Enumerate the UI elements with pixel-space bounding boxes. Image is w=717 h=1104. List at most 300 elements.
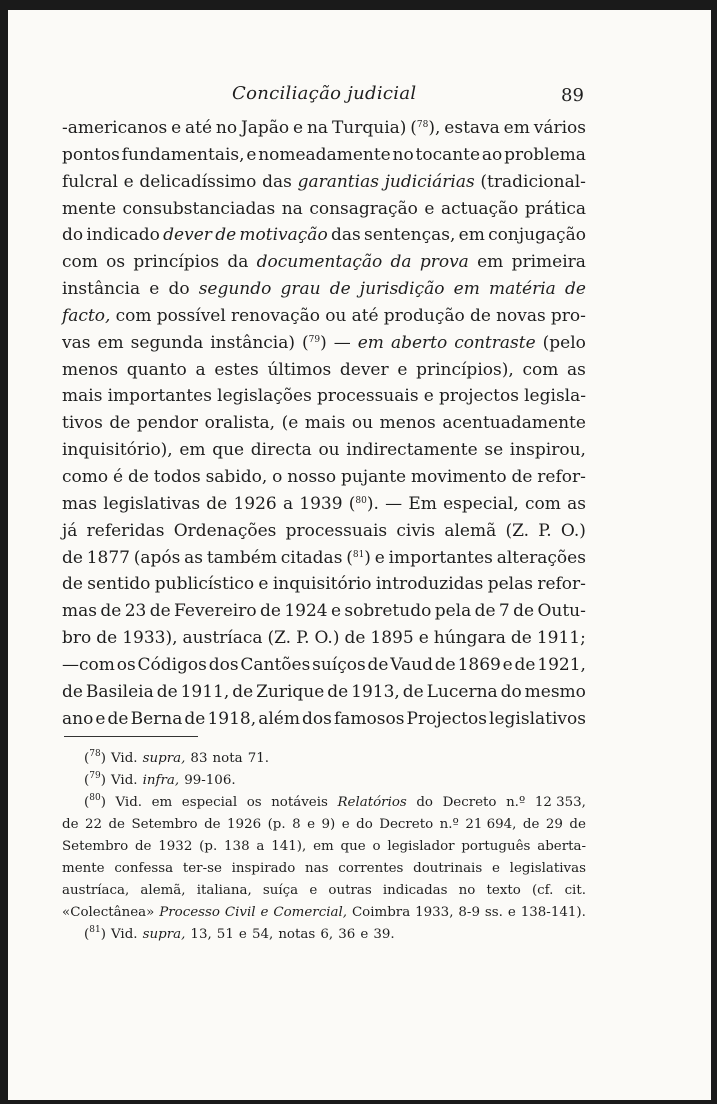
word: prova xyxy=(419,252,469,273)
word: 36 xyxy=(338,927,356,942)
word: Vaud xyxy=(390,654,433,675)
word: 1895 xyxy=(370,628,414,649)
word: legislativas xyxy=(509,861,586,876)
word: segunda xyxy=(130,332,204,353)
page-number: 89 xyxy=(561,85,584,106)
word: (cf. xyxy=(531,883,554,898)
word: 7 xyxy=(498,601,510,622)
text-line xyxy=(62,222,586,249)
word: correntes xyxy=(338,861,404,876)
word: 9) xyxy=(321,817,336,832)
word: 1926 xyxy=(233,493,277,514)
word: acentuadamente xyxy=(442,413,586,434)
word: 8-9 xyxy=(458,905,480,920)
text-line xyxy=(62,652,586,679)
word: Zurique xyxy=(256,681,325,702)
word: dever xyxy=(163,225,212,246)
word: 1932 xyxy=(158,839,193,854)
word: de xyxy=(513,601,535,622)
word: como xyxy=(62,466,109,487)
word: 1869 xyxy=(457,654,501,675)
word: texto xyxy=(486,883,521,898)
word: 1924 xyxy=(284,601,328,622)
word: processuais xyxy=(285,520,388,541)
body-text xyxy=(62,115,586,732)
word: ano xyxy=(62,708,94,729)
word: Vid. xyxy=(111,927,138,942)
word: indicado xyxy=(86,225,160,246)
word: doutrinais xyxy=(413,861,483,876)
word: especial xyxy=(181,795,238,810)
word: (Z. xyxy=(267,628,292,649)
footnote-reference: ($^{79}$) xyxy=(84,771,106,788)
word: do xyxy=(62,225,84,246)
word: n.º xyxy=(506,795,526,810)
word: de xyxy=(402,681,424,702)
word: o xyxy=(272,466,283,487)
word: 1933, xyxy=(415,905,454,920)
word: de xyxy=(569,817,586,832)
word: e xyxy=(246,144,257,165)
word: sobretudo xyxy=(344,601,432,622)
word: é xyxy=(113,466,124,487)
word: de xyxy=(184,708,206,729)
word: e xyxy=(149,279,160,300)
footnote-reference: ($^{78}$), xyxy=(410,118,441,138)
word: (e xyxy=(281,413,299,434)
word: de xyxy=(206,493,228,514)
word: em xyxy=(151,795,173,810)
word: últimos xyxy=(267,359,332,380)
word: conjugação xyxy=(488,225,586,246)
word: — xyxy=(333,332,351,353)
word: 6, xyxy=(320,927,334,942)
word: e xyxy=(491,861,500,876)
word: todos xyxy=(153,466,201,487)
running-header xyxy=(8,83,711,113)
word: 39. xyxy=(373,927,395,942)
word: mais xyxy=(62,386,103,407)
word: possível xyxy=(156,305,226,326)
text-line xyxy=(62,491,586,518)
word: Processo xyxy=(159,905,220,920)
word: refor- xyxy=(537,466,586,487)
word: de xyxy=(215,225,237,246)
word: (pelo xyxy=(542,332,586,353)
word: n.º xyxy=(439,817,459,832)
word: de xyxy=(62,817,79,832)
word: 23 xyxy=(124,601,147,622)
word: -americanos xyxy=(62,118,168,138)
word: 1939 xyxy=(299,493,343,514)
text-line xyxy=(62,464,586,491)
word: fundamentais, xyxy=(121,144,245,165)
word: (p. xyxy=(267,817,286,832)
word: do xyxy=(500,681,522,702)
word: de xyxy=(62,681,83,702)
word: Ordenações xyxy=(173,520,277,541)
word: estava xyxy=(444,118,500,138)
word: pela xyxy=(434,601,472,622)
word: 8 xyxy=(292,817,301,832)
word: 29 xyxy=(545,817,563,832)
word: inquisitório xyxy=(272,574,372,595)
word: ao xyxy=(481,144,503,165)
text-line xyxy=(62,679,586,706)
word: Projectos xyxy=(406,708,487,729)
word: além xyxy=(258,708,300,729)
word: em xyxy=(453,279,480,300)
word: e xyxy=(260,905,269,920)
word: produção xyxy=(383,305,465,326)
word: em xyxy=(503,118,530,138)
word: —com xyxy=(62,654,115,675)
word: legislações xyxy=(217,386,312,407)
word: até xyxy=(185,118,213,138)
word: mesmo xyxy=(524,681,586,702)
word: especial, xyxy=(443,493,519,514)
word: refor- xyxy=(537,574,586,595)
word: de xyxy=(259,601,281,622)
word: no xyxy=(458,883,476,898)
word: novas xyxy=(496,305,546,326)
word: Vid. xyxy=(111,773,138,788)
word: Outu- xyxy=(537,601,586,622)
word: no xyxy=(215,118,238,138)
word: Setembro xyxy=(62,839,129,854)
text-line xyxy=(62,571,586,598)
word: Japão xyxy=(240,118,290,138)
word: de xyxy=(62,547,83,568)
word: e xyxy=(293,118,304,138)
word: austríaca, xyxy=(62,883,130,898)
word: 13, xyxy=(190,927,212,942)
footnote-line xyxy=(62,748,586,770)
word: bro xyxy=(62,628,92,649)
word: 51 xyxy=(216,927,234,942)
word: e xyxy=(238,927,247,942)
word: dos xyxy=(302,708,332,729)
word: em xyxy=(458,225,485,246)
word: do xyxy=(168,279,190,300)
word: de xyxy=(149,601,171,622)
word: com xyxy=(115,305,152,326)
word: movimento xyxy=(410,466,507,487)
word: Turquia) xyxy=(331,118,407,138)
word: legislativos xyxy=(489,708,586,729)
word: 1911, xyxy=(180,681,230,702)
word: suíços xyxy=(312,654,366,675)
word: «Colectânea» xyxy=(62,905,155,920)
word: ss. xyxy=(484,905,503,920)
word: de xyxy=(511,466,533,487)
word: e xyxy=(360,927,369,942)
text-line xyxy=(62,706,586,733)
word: O.) xyxy=(560,520,586,541)
text-line xyxy=(62,169,586,196)
word: de xyxy=(474,601,496,622)
word: tocante xyxy=(415,144,481,165)
word: 71. xyxy=(247,751,269,766)
word: sabido, xyxy=(205,466,268,487)
word: pujante xyxy=(341,466,407,487)
word: 1933), xyxy=(122,628,178,649)
word: 1877 xyxy=(86,547,130,568)
word: Vid. xyxy=(111,751,138,766)
word: (p. xyxy=(199,839,218,854)
word: ou xyxy=(318,440,340,461)
text-line xyxy=(62,249,586,276)
word: aberta- xyxy=(537,839,586,854)
word: de xyxy=(232,681,254,702)
text-line xyxy=(62,625,586,652)
word: pontos xyxy=(62,144,120,165)
word: português xyxy=(461,839,531,854)
word: citadas xyxy=(280,547,343,568)
word: as xyxy=(184,547,204,568)
word: mais xyxy=(304,413,346,434)
word: inspirado xyxy=(231,861,296,876)
word: já xyxy=(62,520,78,541)
word: Relatórios xyxy=(337,795,407,810)
word: supra, xyxy=(142,751,186,766)
word: legisla- xyxy=(524,386,586,407)
word: princípios), xyxy=(416,359,514,380)
word: problema xyxy=(504,144,586,165)
word: mente xyxy=(62,198,117,219)
word: alemã, xyxy=(140,883,186,898)
word: 138 xyxy=(224,839,250,854)
text-line xyxy=(62,330,586,357)
word: e xyxy=(423,386,434,407)
word: projectos xyxy=(439,386,519,407)
word: 21 694, xyxy=(465,817,517,832)
word: nota xyxy=(212,751,243,766)
footnote-line xyxy=(62,902,586,924)
word: prática xyxy=(524,198,586,219)
word: Basileia xyxy=(85,681,154,702)
word: e xyxy=(507,905,516,920)
word: e xyxy=(341,817,350,832)
word: até xyxy=(351,305,379,326)
word: consubstanciadas xyxy=(122,198,276,219)
word: directa xyxy=(250,440,312,461)
word: de xyxy=(156,681,178,702)
word: motivação xyxy=(239,225,328,246)
word: e xyxy=(330,601,342,622)
word: infra, xyxy=(142,773,180,788)
word: e xyxy=(171,118,182,138)
footnote-reference: ($^{81}$) xyxy=(346,547,371,568)
text-line xyxy=(62,276,586,303)
word: da xyxy=(227,252,249,273)
word: de xyxy=(327,681,349,702)
word: de xyxy=(514,654,536,675)
word: com xyxy=(522,359,559,380)
word: jurisdição xyxy=(359,279,445,300)
word: do xyxy=(416,795,433,810)
word: estes xyxy=(214,359,259,380)
word: matéria xyxy=(488,279,556,300)
word: com xyxy=(525,493,561,514)
word: outras xyxy=(328,883,372,898)
word: importantes xyxy=(388,547,493,568)
text-line xyxy=(62,518,586,545)
word: oralista, xyxy=(204,413,276,434)
word: supra, xyxy=(142,927,186,942)
word: o xyxy=(372,839,381,854)
word: indicadas xyxy=(382,883,448,898)
word: legislador xyxy=(387,839,455,854)
text-line xyxy=(62,303,586,330)
word: mas xyxy=(62,601,97,622)
text-line xyxy=(62,196,586,223)
word: referidas xyxy=(86,520,165,541)
word: húngara xyxy=(433,628,506,649)
word: em xyxy=(477,252,504,273)
word: actuação xyxy=(440,198,519,219)
word: austríaca xyxy=(182,628,263,649)
word: 12 353, xyxy=(534,795,586,810)
word: delicadíssimo xyxy=(139,171,257,192)
word: Coimbra xyxy=(351,905,411,920)
word: os xyxy=(116,654,136,675)
word: e xyxy=(307,817,316,832)
word: italiana, xyxy=(196,883,252,898)
running-title: Conciliação judicial xyxy=(232,83,417,104)
word: a xyxy=(195,359,206,380)
word: Cantões xyxy=(240,654,311,675)
word: legislativas xyxy=(103,493,201,514)
word: que xyxy=(340,839,366,854)
word: com xyxy=(62,252,98,273)
word: Berna xyxy=(130,708,183,729)
word: Decreto xyxy=(442,795,497,810)
word: em xyxy=(179,440,206,461)
footnote-reference: ($^{80}$) xyxy=(84,793,106,810)
word: instância) xyxy=(210,332,296,353)
footnote-line xyxy=(62,880,586,902)
word: notas xyxy=(278,927,316,942)
word: importantes xyxy=(107,386,212,407)
word: no xyxy=(392,144,414,165)
word: ter-se xyxy=(182,861,222,876)
word: 22 xyxy=(84,817,103,832)
word: as xyxy=(567,493,586,514)
word: garantias xyxy=(297,171,379,192)
word: contraste xyxy=(454,332,536,353)
word: confessa xyxy=(114,861,174,876)
word: do xyxy=(356,817,373,832)
word: processuais xyxy=(317,386,419,407)
word: 1911; xyxy=(536,628,586,649)
word: inquisitório), xyxy=(62,440,173,461)
word: dos xyxy=(208,654,239,675)
word: grau xyxy=(280,279,321,300)
word: 1921, xyxy=(537,654,586,675)
word: as xyxy=(567,359,586,380)
word: 1926 xyxy=(227,817,262,832)
word: publicístico xyxy=(154,574,255,595)
footnote-separator xyxy=(64,736,198,737)
word: Civil xyxy=(224,905,256,920)
text-line xyxy=(62,437,586,464)
word: de xyxy=(108,817,125,832)
word: alemã xyxy=(444,520,497,541)
footnote-reference: ($^{81}$) xyxy=(84,925,106,942)
word: os xyxy=(246,795,262,810)
word: 83 xyxy=(190,751,208,766)
text-line xyxy=(62,383,586,410)
word: e xyxy=(374,547,385,568)
text-line xyxy=(62,142,586,169)
word: de xyxy=(127,466,149,487)
word: e xyxy=(309,883,318,898)
word: de xyxy=(134,839,152,854)
word: de xyxy=(522,817,540,832)
word: renovação xyxy=(230,305,320,326)
word: pro- xyxy=(550,305,586,326)
word: em xyxy=(357,332,384,353)
word: P. xyxy=(538,520,552,541)
word: das xyxy=(262,171,292,192)
word: de xyxy=(107,708,129,729)
word: civis xyxy=(396,520,436,541)
word: indirectamente xyxy=(346,440,478,461)
word: de xyxy=(344,628,366,649)
word: Vid. xyxy=(115,795,143,810)
word: princípios xyxy=(133,252,220,273)
word: Decreto xyxy=(379,817,434,832)
word: da xyxy=(390,252,412,273)
word: e xyxy=(502,654,513,675)
word: notáveis xyxy=(271,795,328,810)
word: 141), xyxy=(271,839,307,854)
word: — xyxy=(385,493,403,514)
footnote-reference: ($^{78}$) xyxy=(84,749,106,766)
word: facto, xyxy=(62,305,111,326)
word: tivos xyxy=(62,413,103,434)
footnote-line xyxy=(62,924,586,946)
word: cit. xyxy=(564,883,586,898)
word: Em xyxy=(408,493,437,514)
word: (após xyxy=(133,547,181,568)
word: sentenças, xyxy=(364,225,456,246)
word: (tradicional- xyxy=(480,171,586,192)
word: 99-106. xyxy=(184,773,236,788)
word: pendor xyxy=(136,413,199,434)
word: ou xyxy=(325,305,347,326)
word: pelas xyxy=(487,574,533,595)
word: a xyxy=(282,493,294,514)
word: famosos xyxy=(333,708,405,729)
word: de xyxy=(469,305,491,326)
word: (Z. xyxy=(505,520,530,541)
word: nomeadamente xyxy=(258,144,391,165)
text-line xyxy=(62,598,586,625)
word: nosso xyxy=(287,466,337,487)
word: de xyxy=(510,628,532,649)
word: vários xyxy=(533,118,586,138)
footnote-reference: ($^{80}$). xyxy=(348,493,379,514)
word: instância xyxy=(62,279,141,300)
text-line xyxy=(62,545,586,572)
word: 1918, xyxy=(207,708,257,729)
word: de xyxy=(367,654,389,675)
word: ou xyxy=(351,413,374,434)
text-line xyxy=(62,115,586,142)
word: 138-141). xyxy=(520,905,586,920)
